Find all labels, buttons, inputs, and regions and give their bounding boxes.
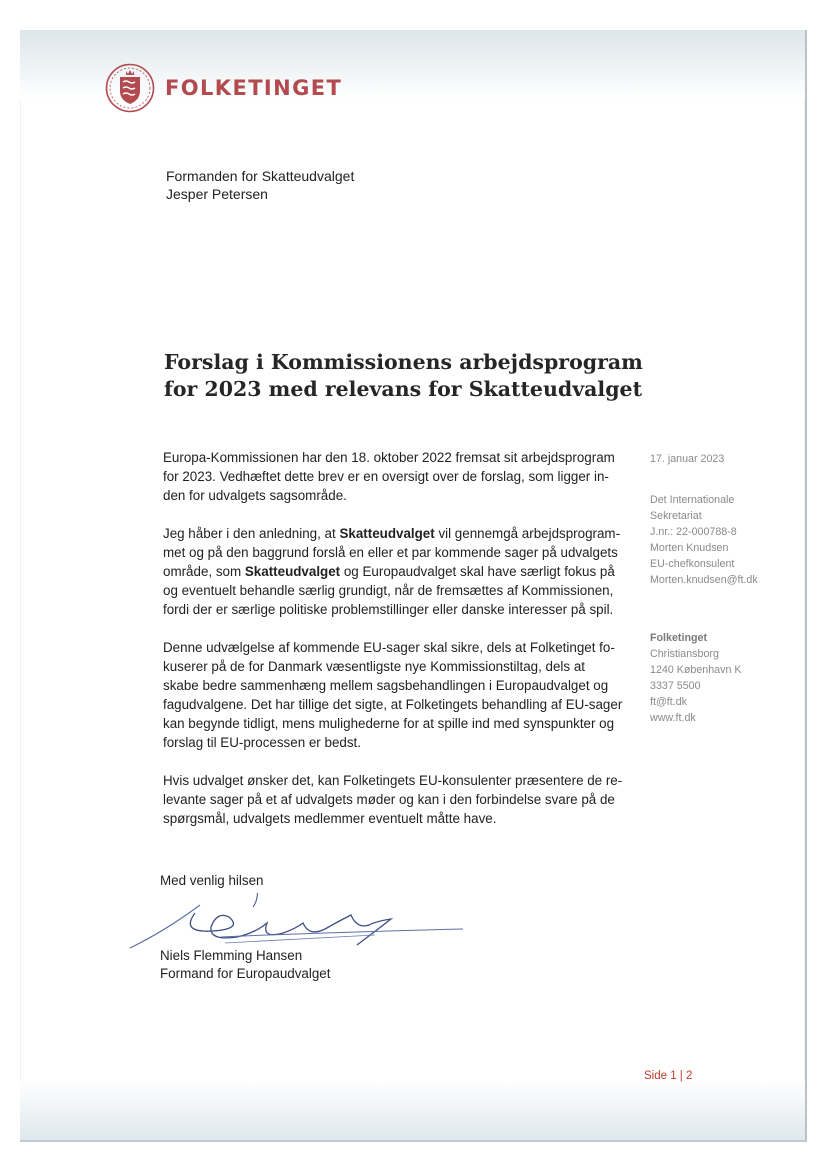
paragraph-3 bbox=[163, 638, 623, 752]
signer-role: Formand for Europaudvalget bbox=[160, 966, 331, 981]
folketinget-logo bbox=[105, 63, 342, 113]
royal-seal-icon bbox=[105, 63, 155, 113]
recipient-name: Jesper Petersen bbox=[166, 186, 268, 202]
signer-name: Niels Flemming Hansen bbox=[160, 948, 303, 963]
address-line: 1240 København K bbox=[650, 664, 742, 676]
committee-name-bold: Skatteudvalget bbox=[244, 564, 341, 579]
body-line: met og på den baggrund forslå en eller et par kommende sager på udvalgets bbox=[163, 545, 618, 560]
body-line: fagudvalgene. Det har tillige det sigte, at Folketingets behandling af EU-sager bbox=[163, 697, 623, 712]
letter-body bbox=[163, 448, 623, 847]
body-line: skabe bedre sammenhæng mellem sagsbehandlingen i Europaudvalget og bbox=[163, 678, 609, 693]
signer-block bbox=[160, 947, 330, 983]
body-line: og eventuelt behandle særlig grundigt, når de fremsættes af Kommissionen, bbox=[163, 583, 614, 598]
address-line: Christiansborg bbox=[650, 648, 719, 660]
organisation-name: Folketinget bbox=[650, 632, 708, 644]
body-line: Hvis udvalget ønsker det, kan Folketingets EU-konsulenter præsentere de re- bbox=[163, 773, 623, 788]
organisation-address bbox=[650, 630, 742, 726]
paragraph-4 bbox=[163, 771, 623, 828]
sender-details bbox=[650, 492, 758, 588]
body-line: levante sager på et af udvalgets møder og kan i den forbindelse svare på de bbox=[163, 792, 615, 807]
body-line: kuserer på de for Danmark væsentligste nye Kommissionstiltag, dels at bbox=[163, 659, 585, 674]
body-line: forslag til EU-processen er bedst. bbox=[163, 735, 361, 750]
journal-number: J.nr.: 22-000788-8 bbox=[650, 526, 737, 538]
recipient-title: Formanden for Skatteudvalget bbox=[166, 168, 355, 184]
paragraph-2 bbox=[163, 524, 621, 619]
page-number: Side 1 | 2 bbox=[644, 1070, 693, 1082]
letter-title bbox=[164, 349, 643, 403]
department: Det Internationale bbox=[650, 494, 735, 506]
organisation-email: ft@ft.dk bbox=[650, 696, 687, 708]
contact-title: EU-chefkonsulent bbox=[650, 558, 735, 570]
body-line: Europa-Kommissionen har den 18. oktober 2022 fremsat sit arbejdsprogram bbox=[163, 450, 615, 465]
body-line: Denne udvælgelse af kommende EU-sager skal sikre, dels at Folketinget fo- bbox=[163, 640, 615, 655]
paragraph-1 bbox=[163, 448, 618, 505]
logo-wordmark: FOLKETINGET bbox=[165, 76, 343, 100]
body-line: kan begynde tidligt, mens mulighederne for at spille ind med synspunkter og bbox=[163, 716, 615, 731]
recipient-block bbox=[166, 167, 354, 203]
title-line-1: Forslag i Kommissionens arbejdsprogram bbox=[164, 350, 643, 374]
department: Sekretariat bbox=[650, 510, 702, 522]
body-line: den for udvalgets sagsområde. bbox=[163, 488, 347, 503]
body-line: Jeg håber i den anledning, at Skatteudvalget vil gennemgå arbejdsprogram- bbox=[163, 526, 621, 541]
title-line-2: for 2023 med relevans for Skatteudvalget bbox=[164, 377, 643, 401]
contact-name: Morten Knudsen bbox=[650, 542, 729, 554]
letter-date: 17. januar 2023 bbox=[650, 453, 725, 465]
body-line: fordi der er særlige politiske problemstillinger eller danske interesser på spil. bbox=[163, 602, 614, 617]
contact-email: Morten.knudsen@ft.dk bbox=[650, 574, 758, 586]
committee-name-bold: Skatteudvalget bbox=[339, 526, 435, 541]
scan-shading-bottom bbox=[20, 1080, 805, 1140]
closing-greeting: Med venlig hilsen bbox=[160, 873, 264, 888]
phone-number: 3337 5500 bbox=[650, 680, 701, 692]
body-line: område, som Skatteudvalget og Europaudvalget skal have særligt fokus på bbox=[163, 564, 615, 579]
website: www.ft.dk bbox=[650, 712, 696, 724]
body-line: spørgsmål, udvalgets medlemmer eventuelt måtte have. bbox=[163, 811, 497, 826]
body-line: for 2023. Vedhæftet dette brev er en oversigt over de forslag, som ligger in- bbox=[163, 469, 609, 484]
